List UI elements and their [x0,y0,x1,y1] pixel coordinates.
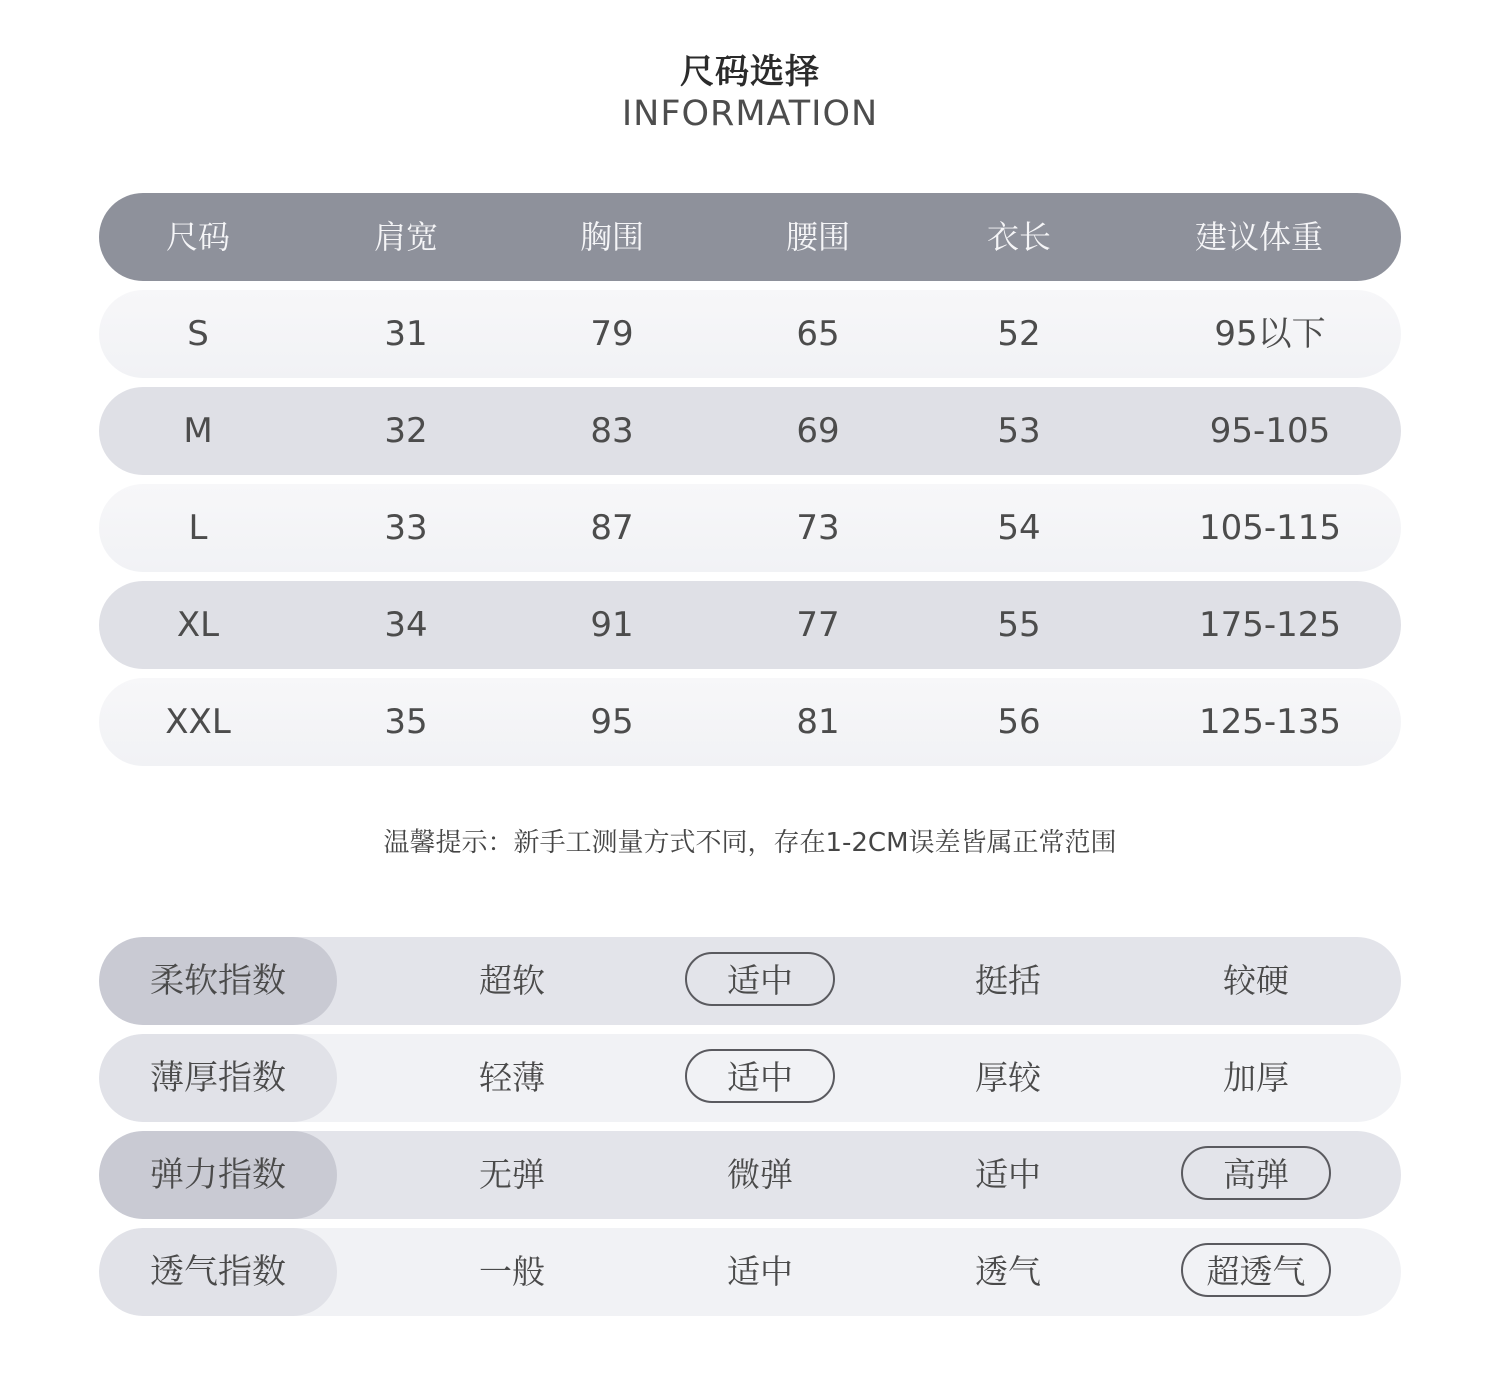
index-option-selected: 适中 [685,952,835,1006]
column-header: 胸围 [579,218,644,256]
index-row [99,1131,1401,1219]
table-cell: 95 [590,702,634,742]
index-option-selected: 超透气 [1181,1243,1331,1297]
index-option: 透气 [975,1252,1041,1291]
size-table [99,193,1401,775]
index-option: 挺括 [975,961,1041,1000]
table-cell: 83 [590,411,634,451]
table-row [99,678,1401,766]
table-cell: 53 [997,411,1041,451]
index-option: 适中 [975,1155,1041,1194]
table-row [99,581,1401,669]
index-option: 超软 [479,961,545,1000]
table-cell: 55 [997,605,1041,645]
table-cell: 77 [796,605,840,645]
column-header: 尺码 [165,218,230,256]
table-cell: 35 [384,702,428,742]
table-cell: 175-125 [1198,605,1342,645]
size-table-header [99,193,1401,281]
table-cell: 54 [997,508,1041,548]
table-cell: 79 [590,314,634,354]
table-cell: 87 [590,508,634,548]
index-option: 轻薄 [479,1058,545,1097]
column-header: 建议体重 [1194,218,1323,256]
table-cell: 95-105 [1209,411,1331,451]
table-cell: 33 [384,508,428,548]
table-cell: M [183,411,213,451]
index-option: 加厚 [1223,1058,1289,1097]
index-option: 无弹 [479,1155,545,1194]
index-label: 薄厚指数 [99,1034,337,1122]
table-cell: XXL [165,702,231,742]
index-option: 较硬 [1223,961,1289,1000]
index-label: 弹力指数 [99,1131,337,1219]
table-cell: L [188,508,208,548]
table-cell: 73 [796,508,840,548]
table-cell: 105-115 [1198,508,1342,548]
index-option-selected: 高弹 [1181,1146,1331,1200]
table-cell: 52 [997,314,1041,354]
page-subtitle: INFORMATION [621,94,879,134]
column-header: 腰围 [785,218,850,256]
index-row [99,1034,1401,1122]
index-label: 柔软指数 [99,937,337,1025]
column-header: 肩宽 [373,218,438,256]
table-cell: 69 [796,411,840,451]
index-option-selected: 适中 [685,1049,835,1103]
table-cell: 34 [384,605,428,645]
table-cell: 32 [384,411,428,451]
table-cell: 65 [796,314,840,354]
table-cell: 95以下 [1214,314,1326,354]
index-option: 一般 [479,1252,545,1291]
index-label: 透气指数 [99,1228,337,1316]
column-header: 衣长 [986,218,1051,256]
table-cell: 91 [590,605,634,645]
table-row [99,387,1401,475]
table-row [99,484,1401,572]
fabric-index-table [99,937,1401,1325]
index-row [99,937,1401,1025]
table-cell: 56 [997,702,1041,742]
table-row [99,290,1401,378]
table-cell: S [187,314,209,354]
table-cell: 31 [384,314,428,354]
table-cell: 81 [796,702,840,742]
table-cell: 125-135 [1198,702,1342,742]
index-option: 适中 [727,1252,793,1291]
page-title: 尺码选择 [680,52,820,92]
table-cell: XL [176,605,220,645]
index-row [99,1228,1401,1316]
index-option: 微弹 [727,1155,793,1194]
index-option: 厚较 [975,1058,1041,1097]
measurement-note: 温馨提示：新手工测量方式不同，存在1-2CM误差皆属正常范围 [383,828,1117,858]
